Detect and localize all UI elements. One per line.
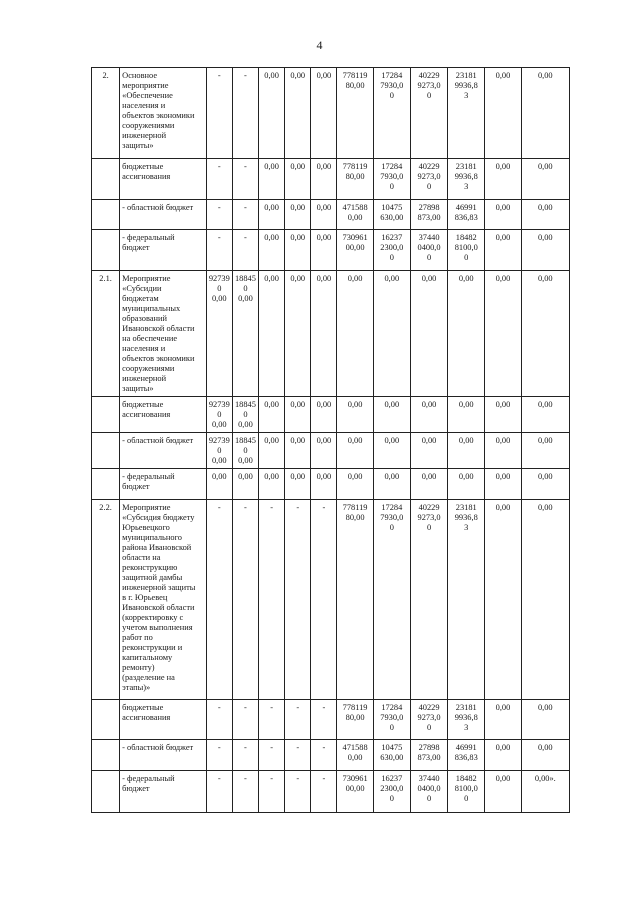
value-cell: 23181 9936,8 3 — [448, 700, 485, 740]
value-cell: - — [232, 700, 258, 740]
value-cell: 0,00 — [259, 68, 285, 159]
row-index-cell — [92, 700, 120, 740]
value-cell: 0,00». — [521, 771, 569, 813]
value-cell: 16237 2300,0 0 — [373, 230, 410, 271]
value-cell: 0,00 — [485, 700, 521, 740]
table-row — [92, 500, 570, 700]
value-cell: 0,00 — [373, 469, 410, 500]
value-cell: 927390 0,00 — [206, 433, 232, 469]
value-cell: 17284 7930,0 0 — [373, 68, 410, 159]
row-index-cell — [92, 771, 120, 813]
value-cell: 0,00 — [285, 397, 311, 433]
row-index-cell — [92, 159, 120, 200]
value-cell: 40229 9273,0 0 — [410, 159, 447, 200]
value-cell: - — [285, 500, 311, 700]
value-cell: - — [232, 200, 258, 230]
row-name-cell: - областной бюджет — [120, 200, 207, 230]
row-name-cell: - областной бюджет — [120, 433, 207, 469]
row-name-cell: Мероприятие «Субсидии бюджетам муниципальных образований Ивановской области на обеспечение населения и объектов экономики сооружениями инженерной защиты» — [120, 271, 207, 397]
value-cell: - — [232, 771, 258, 813]
value-cell: - — [206, 740, 232, 771]
table-row — [92, 700, 570, 740]
value-cell: - — [232, 159, 258, 200]
value-cell: 0,00 — [485, 771, 521, 813]
value-cell: 0,00 — [373, 433, 410, 469]
value-cell: - — [206, 230, 232, 271]
value-cell: 46991 836,83 — [448, 740, 485, 771]
value-cell: 471588 0,00 — [337, 740, 373, 771]
table-row — [92, 68, 570, 159]
value-cell: 0,00 — [521, 433, 569, 469]
value-cell: 0,00 — [521, 500, 569, 700]
value-cell: 0,00 — [485, 200, 521, 230]
row-name-cell: Мероприятие «Субсидия бюджету Юрьевецкого муниципального района Ивановской области на реконструкцию защитной дамбы инженерной защиты в г. Юрьевец Ивановской области (корректировку с учетом выполнения работ по реконструкции и капитальному ремонту) (разделение на этапы)» — [120, 500, 207, 700]
row-index-cell — [92, 740, 120, 771]
value-cell: 0,00 — [485, 230, 521, 271]
value-cell: 0,00 — [311, 200, 337, 230]
value-cell: - — [311, 771, 337, 813]
value-cell: 0,00 — [337, 433, 373, 469]
value-cell: 0,00 — [285, 200, 311, 230]
value-cell: - — [232, 740, 258, 771]
value-cell: 0,00 — [410, 433, 447, 469]
table-row — [92, 271, 570, 397]
value-cell: 37440 0400,0 0 — [410, 230, 447, 271]
value-cell: - — [311, 740, 337, 771]
value-cell: 10475 630,00 — [373, 200, 410, 230]
value-cell: 17284 7930,0 0 — [373, 159, 410, 200]
value-cell: 0,00 — [337, 271, 373, 397]
value-cell: - — [259, 700, 285, 740]
value-cell: 0,00 — [521, 200, 569, 230]
row-index-cell: 2.2. — [92, 500, 120, 700]
value-cell: 0,00 — [521, 469, 569, 500]
value-cell: 0,00 — [485, 500, 521, 700]
value-cell: 18482 8100,0 0 — [448, 230, 485, 271]
row-index-cell: 2. — [92, 68, 120, 159]
value-cell: 0,00 — [521, 397, 569, 433]
value-cell: - — [232, 68, 258, 159]
value-cell: 0,00 — [285, 68, 311, 159]
table-row — [92, 771, 570, 813]
row-index-cell — [92, 469, 120, 500]
value-cell: 37440 0400,0 0 — [410, 771, 447, 813]
value-cell: 10475 630,00 — [373, 740, 410, 771]
value-cell: 0,00 — [259, 433, 285, 469]
value-cell: 0,00 — [521, 271, 569, 397]
value-cell: 16237 2300,0 0 — [373, 771, 410, 813]
value-cell: 0,00 — [485, 469, 521, 500]
value-cell: 778119 80,00 — [337, 500, 373, 700]
value-cell: - — [259, 740, 285, 771]
table-row — [92, 159, 570, 200]
value-cell: 0,00 — [521, 68, 569, 159]
value-cell: 40229 9273,0 0 — [410, 500, 447, 700]
table-row — [92, 740, 570, 771]
value-cell: 40229 9273,0 0 — [410, 68, 447, 159]
value-cell: - — [285, 740, 311, 771]
value-cell: 188450 0,00 — [232, 271, 258, 397]
value-cell: 0,00 — [337, 469, 373, 500]
value-cell: 46991 836,83 — [448, 200, 485, 230]
value-cell: 0,00 — [259, 159, 285, 200]
value-cell: 0,00 — [410, 397, 447, 433]
value-cell: 18482 8100,0 0 — [448, 771, 485, 813]
row-index-cell — [92, 200, 120, 230]
value-cell: 0,00 — [259, 200, 285, 230]
value-cell: 23181 9936,8 3 — [448, 500, 485, 700]
value-cell: 188450 0,00 — [232, 433, 258, 469]
value-cell: 730961 00,00 — [337, 771, 373, 813]
value-cell: 0,00 — [311, 469, 337, 500]
value-cell: 927390 0,00 — [206, 397, 232, 433]
value-cell: - — [259, 500, 285, 700]
value-cell: 0,00 — [448, 397, 485, 433]
value-cell: 0,00 — [285, 230, 311, 271]
table-row — [92, 397, 570, 433]
value-cell: 0,00 — [311, 397, 337, 433]
value-cell: 0,00 — [206, 469, 232, 500]
value-cell: 0,00 — [311, 433, 337, 469]
value-cell: 0,00 — [485, 397, 521, 433]
value-cell: 0,00 — [311, 230, 337, 271]
value-cell: 778119 80,00 — [337, 159, 373, 200]
row-name-cell: - федеральный бюджет — [120, 771, 207, 813]
value-cell: 0,00 — [259, 469, 285, 500]
value-cell: 0,00 — [521, 740, 569, 771]
value-cell: 0,00 — [373, 271, 410, 397]
value-cell: 0,00 — [311, 68, 337, 159]
budget-table — [91, 67, 570, 813]
value-cell: - — [232, 230, 258, 271]
value-cell: 0,00 — [485, 68, 521, 159]
row-name-cell: бюджетные ассигнования — [120, 397, 207, 433]
value-cell: 40229 9273,0 0 — [410, 700, 447, 740]
page-number: 4 — [316, 38, 323, 52]
value-cell: - — [206, 68, 232, 159]
value-cell: 23181 9936,8 3 — [448, 159, 485, 200]
value-cell: 23181 9936,8 3 — [448, 68, 485, 159]
value-cell: - — [311, 700, 337, 740]
value-cell: 0,00 — [448, 469, 485, 500]
value-cell: - — [259, 771, 285, 813]
row-index-cell: 2.1. — [92, 271, 120, 397]
value-cell: 0,00 — [485, 433, 521, 469]
row-name-cell: Основное мероприятие «Обеспечение населения и объектов экономики сооружениями инженерной защиты» — [120, 68, 207, 159]
value-cell: 17284 7930,0 0 — [373, 700, 410, 740]
value-cell: 0,00 — [285, 271, 311, 397]
value-cell: 27898 873,00 — [410, 740, 447, 771]
value-cell: 0,00 — [410, 469, 447, 500]
row-name-cell: - федеральный бюджет — [120, 469, 207, 500]
value-cell: 0,00 — [521, 159, 569, 200]
value-cell: 471588 0,00 — [337, 200, 373, 230]
value-cell: - — [311, 500, 337, 700]
value-cell: - — [285, 771, 311, 813]
table-row — [92, 433, 570, 469]
row-name-cell: - федеральный бюджет — [120, 230, 207, 271]
row-index-cell — [92, 230, 120, 271]
value-cell: 778119 80,00 — [337, 700, 373, 740]
table-row — [92, 469, 570, 500]
value-cell: 27898 873,00 — [410, 200, 447, 230]
value-cell: 0,00 — [311, 271, 337, 397]
row-name-cell: бюджетные ассигнования — [120, 159, 207, 200]
row-index-cell — [92, 397, 120, 433]
value-cell: 0,00 — [311, 159, 337, 200]
value-cell: - — [206, 159, 232, 200]
row-index-cell — [92, 433, 120, 469]
value-cell: 0,00 — [410, 271, 447, 397]
value-cell: 730961 00,00 — [337, 230, 373, 271]
value-cell: 0,00 — [485, 271, 521, 397]
value-cell: 0,00 — [285, 433, 311, 469]
value-cell: 0,00 — [448, 271, 485, 397]
row-name-cell: - областной бюджет — [120, 740, 207, 771]
value-cell: 0,00 — [337, 397, 373, 433]
value-cell: 0,00 — [259, 271, 285, 397]
value-cell: - — [232, 500, 258, 700]
value-cell: 0,00 — [232, 469, 258, 500]
value-cell: 0,00 — [485, 740, 521, 771]
table-row — [92, 230, 570, 271]
value-cell: 0,00 — [521, 230, 569, 271]
value-cell: - — [285, 700, 311, 740]
value-cell: - — [206, 771, 232, 813]
value-cell: 0,00 — [373, 397, 410, 433]
value-cell: 778119 80,00 — [337, 68, 373, 159]
value-cell: - — [206, 500, 232, 700]
value-cell: - — [206, 200, 232, 230]
value-cell: 17284 7930,0 0 — [373, 500, 410, 700]
value-cell: 0,00 — [259, 230, 285, 271]
value-cell: 0,00 — [285, 159, 311, 200]
value-cell: 0,00 — [259, 397, 285, 433]
value-cell: 927390 0,00 — [206, 271, 232, 397]
value-cell: 0,00 — [285, 469, 311, 500]
value-cell: 0,00 — [448, 433, 485, 469]
value-cell: 188450 0,00 — [232, 397, 258, 433]
table-row — [92, 200, 570, 230]
value-cell: 0,00 — [521, 700, 569, 740]
value-cell: - — [206, 700, 232, 740]
row-name-cell: бюджетные ассигнования — [120, 700, 207, 740]
value-cell: 0,00 — [485, 159, 521, 200]
